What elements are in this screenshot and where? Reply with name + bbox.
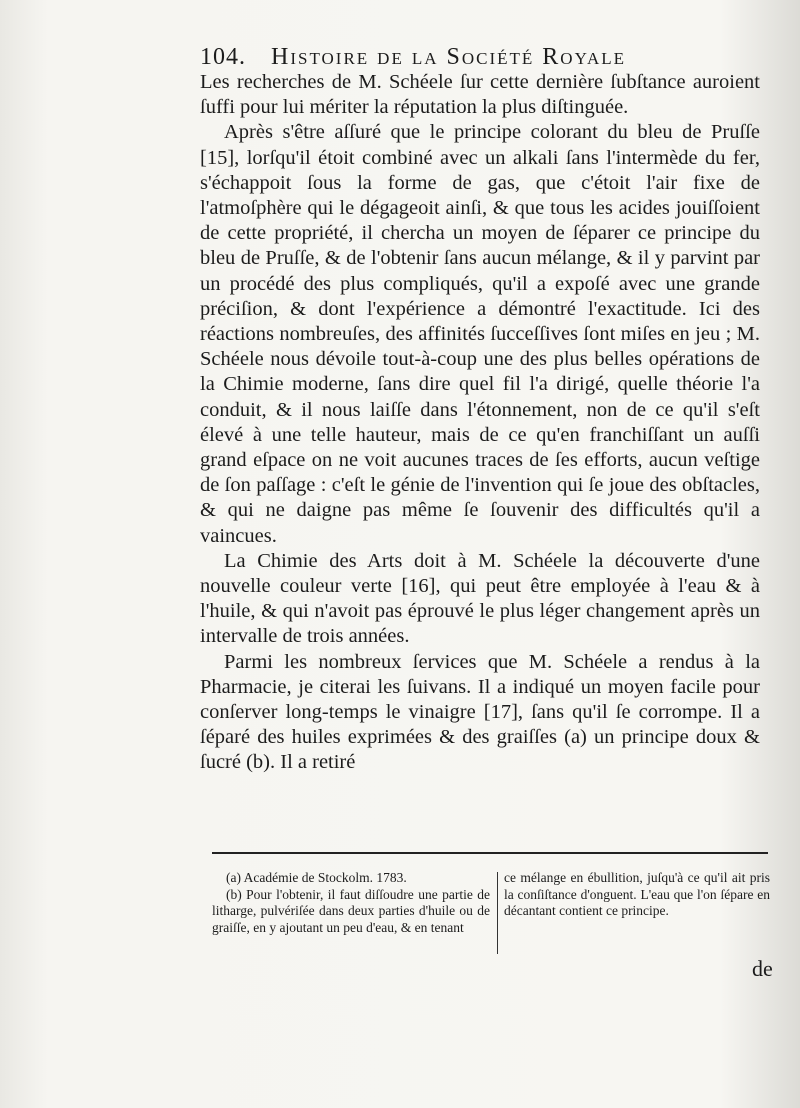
footnote-b: (b) Pour l'obtenir, il faut diſſoudre une partie de litharge, pulvériſée dans deux parties d'huile ou de graiſſe, en y ajoutant un peu d'eau, & en tenant [212, 886, 490, 935]
footnote-column-right [504, 870, 770, 920]
page-number: 104. [200, 44, 246, 70]
paragraph: La Chimie des Arts doit à M. Schéele la découverte d'une nouvelle couleur verte [16], qui peut être employée à l'eau & à l'huile, & qui n'avoit pas éprouvé le plus léger changement après un intervalle de trois années. [200, 549, 760, 648]
paragraph: Parmi les nombreux ſervices que M. Schéele a rendus à la Pharmacie, je citerai les ſuivans. Il a indiqué un moyen facile pour conſerver long-temps le vinaigre [17], ſans qu'il ſe corrompe. Il a ſéparé des huiles exprimées & des graiſſes (a) un principe doux & ſucré (b). Il a retiré [200, 650, 760, 774]
footnote-b-continued: ce mélange en ébullition, juſqu'à ce qu'il ait pris la conſiſtance d'onguent. L'eau que l'on ſépare en décantant contient ce principe. [504, 870, 770, 918]
main-text [200, 70, 760, 776]
running-title: Histoire de la Société Royale [271, 44, 627, 70]
column-divider [497, 872, 498, 954]
paragraph: Après s'être aſſuré que le principe colorant du bleu de Pruſſe [15], lorſqu'il étoit combiné avec un alkali ſans l'intermède du fer, s'échappoit ſous la forme de gas, que c'étoit l'air fixe de l'atmoſphère qui le dégageoit ainſi, & que tous les acides jouiſſoient de cette propriété, il chercha un moyen de ſéparer ce principe du bleu de Pruſſe, & de l'obtenir ſans aucun mélange, & il y parvint par un procédé des plus compliqués, qu'il a expoſé avec une grande préciſion, & dont l'expérience a démontré l'exactitude. Ici des réactions nombreuſes, des affinités ſucceſſives ſont miſes en jeu ; M. Schéele nous dévoile tout-à-coup une des plus belles opérations de la Chimie moderne, ſans dire quel fil l'a dirigé, quelle théorie l'a conduit, & il nous laiſſe dans l'étonnement, non de ce qu'il s'eſt élevé à une telle hauteur, mais de ce qu'en franchiſſant un auſſi grand eſpace on ne voit aucunes traces de ſes efforts, aucun veſtige de ſon paſſage : c'eſt le génie de l'invention qui ſe joue des obſtacles, & qui ne daigne pas même ſe ſouvenir des difficultés qu'il a vaincues. [200, 121, 760, 547]
catchword: de [752, 956, 773, 981]
footnote-rule [212, 852, 768, 854]
footnote-column-left [212, 870, 490, 936]
footnote-a: (a) Académie de Stockolm. 1783. [226, 870, 407, 885]
paragraph: Les recherches de M. Schéele ſur cette dernière ſubſtance auroient ſuffi pour lui mériter la réputation la plus diſtinguée. [200, 71, 760, 119]
page-header [200, 44, 760, 71]
